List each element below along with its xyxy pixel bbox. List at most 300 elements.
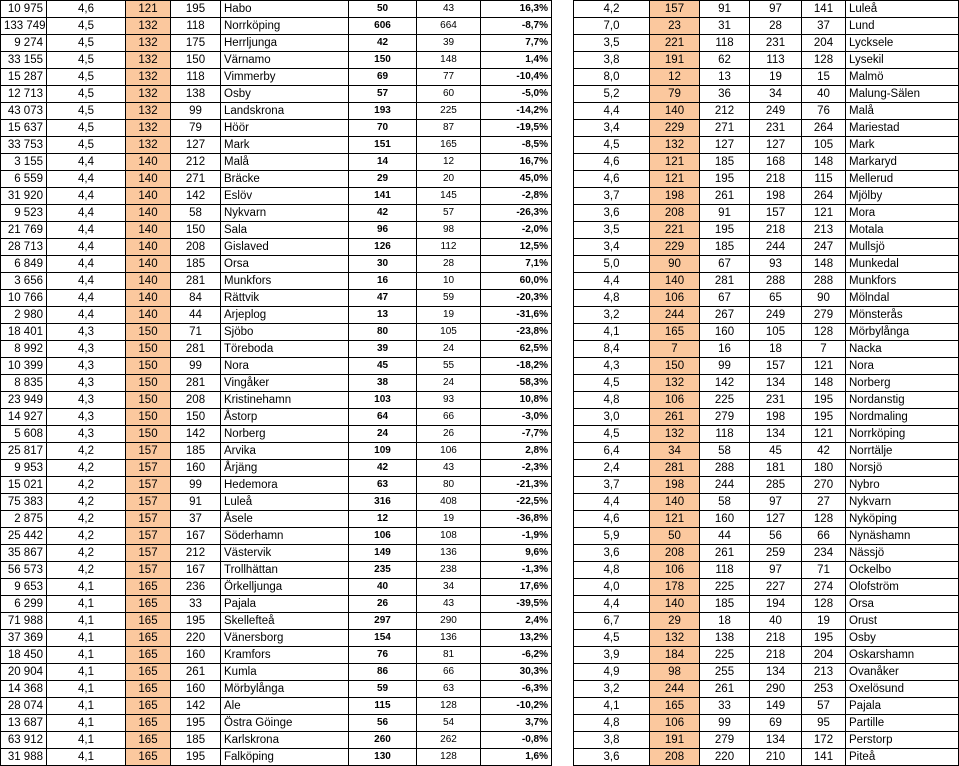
- left-table-cell-count-b: 87: [417, 120, 481, 137]
- right-table-cell-value: 4,6: [574, 171, 650, 188]
- right-table-cell-municipality: Ockelbo: [846, 562, 959, 579]
- right-table-cell-rank-2: 142: [700, 375, 750, 392]
- left-table-cell-change: -6,2%: [481, 647, 552, 664]
- left-table-cell-rank: 150: [126, 392, 171, 409]
- left-table-cell-count-a: 42: [349, 35, 417, 52]
- right-table-cell-rank-3: 249: [750, 103, 802, 120]
- right-table-cell-rank-4: 148: [802, 256, 846, 273]
- right-table-cell-municipality: Piteå: [846, 749, 959, 766]
- left-table-cell-rank-2: 212: [171, 154, 221, 171]
- left-table-cell-population: 75 383: [1, 494, 47, 511]
- left-table-cell-value: 4,4: [47, 256, 126, 273]
- right-table-row: [574, 579, 959, 596]
- left-table-cell-value: 4,2: [47, 443, 126, 460]
- left-table-cell-change: 7,1%: [481, 256, 552, 273]
- right-table-cell-rank-4: 128: [802, 596, 846, 613]
- left-table-cell-value: 4,3: [47, 324, 126, 341]
- left-table-cell-change: -3,0%: [481, 409, 552, 426]
- right-table-row: [574, 341, 959, 358]
- right-table-row: [574, 324, 959, 341]
- right-table-row: [574, 749, 959, 766]
- left-table-cell-value: 4,1: [47, 698, 126, 715]
- left-table-cell-municipality: Arvika: [221, 443, 349, 460]
- right-table-cell-rank: 208: [650, 545, 700, 562]
- right-table-cell-rank-2: 18: [700, 613, 750, 630]
- left-table-row: [1, 596, 552, 613]
- right-table-row: [574, 103, 959, 120]
- left-table-cell-population: 13 687: [1, 715, 47, 732]
- left-table-cell-count-b: 26: [417, 426, 481, 443]
- left-table-cell-rank-2: 33: [171, 596, 221, 613]
- right-table-cell-rank-4: 195: [802, 392, 846, 409]
- left-table-cell-count-a: 109: [349, 443, 417, 460]
- left-table-cell-population: 3 656: [1, 273, 47, 290]
- right-table-cell-municipality: Nybro: [846, 477, 959, 494]
- left-table-cell-rank: 140: [126, 256, 171, 273]
- left-table-cell-rank: 157: [126, 443, 171, 460]
- left-table-cell-value: 4,4: [47, 154, 126, 171]
- left-table-cell-rank-2: 91: [171, 494, 221, 511]
- left-table-cell-change: 2,8%: [481, 443, 552, 460]
- left-table-cell-rank-2: 150: [171, 222, 221, 239]
- left-table-row: [1, 205, 552, 222]
- right-table-row: [574, 443, 959, 460]
- left-table-cell-rank-2: 118: [171, 18, 221, 35]
- left-table-cell-value: 4,4: [47, 205, 126, 222]
- right-table-cell-rank-3: 210: [750, 749, 802, 766]
- right-table-row: [574, 273, 959, 290]
- left-table-cell-change: -8,5%: [481, 137, 552, 154]
- right-table-cell-rank-4: 288: [802, 273, 846, 290]
- right-table-cell-rank-3: 45: [750, 443, 802, 460]
- right-table-cell-rank-2: 58: [700, 443, 750, 460]
- left-table-cell-change: 3,7%: [481, 715, 552, 732]
- right-table-cell-municipality: Osby: [846, 630, 959, 647]
- left-table-cell-municipality: Trollhättan: [221, 562, 349, 579]
- left-table-cell-change: -2,0%: [481, 222, 552, 239]
- right-table-cell-rank-3: 231: [750, 35, 802, 52]
- left-table-cell-count-b: 19: [417, 307, 481, 324]
- right-table-cell-rank-3: 18: [750, 341, 802, 358]
- right-table-cell-rank-3: 218: [750, 647, 802, 664]
- right-table-cell-rank-2: 225: [700, 579, 750, 596]
- left-table-cell-change: 17,6%: [481, 579, 552, 596]
- left-table-cell-count-b: 128: [417, 698, 481, 715]
- left-table-cell-rank-2: 58: [171, 205, 221, 222]
- left-table-cell-population: 63 912: [1, 732, 47, 749]
- left-table-cell-count-a: 16: [349, 273, 417, 290]
- left-table-cell-count-a: 149: [349, 545, 417, 562]
- left-table-cell-rank: 165: [126, 698, 171, 715]
- left-table-cell-rank: 165: [126, 749, 171, 766]
- left-table-cell-change: 10,8%: [481, 392, 552, 409]
- left-table-cell-count-b: 98: [417, 222, 481, 239]
- left-table-cell-count-b: 81: [417, 647, 481, 664]
- right-table-cell-municipality: Malmö: [846, 69, 959, 86]
- right-table-cell-rank-2: 261: [700, 545, 750, 562]
- left-table-cell-population: 21 769: [1, 222, 47, 239]
- left-table-cell-count-b: 43: [417, 596, 481, 613]
- left-table-cell-change: -20,3%: [481, 290, 552, 307]
- right-table-cell-rank: 140: [650, 596, 700, 613]
- right-table-cell-rank-2: 160: [700, 324, 750, 341]
- right-table-cell-value: 3,4: [574, 239, 650, 256]
- right-table-cell-rank-2: 267: [700, 307, 750, 324]
- left-table-cell-rank-2: 281: [171, 375, 221, 392]
- left-table-cell-count-b: 80: [417, 477, 481, 494]
- left-table-cell-rank: 121: [126, 1, 171, 18]
- left-table-cell-rank-2: 44: [171, 307, 221, 324]
- left-table-cell-count-b: 39: [417, 35, 481, 52]
- left-table-cell-count-a: 96: [349, 222, 417, 239]
- left-table-cell-count-a: 50: [349, 1, 417, 18]
- left-table-cell-count-a: 193: [349, 103, 417, 120]
- right-table-cell-rank-3: 288: [750, 273, 802, 290]
- right-table-cell-rank-4: 270: [802, 477, 846, 494]
- left-table-cell-count-a: 64: [349, 409, 417, 426]
- left-table-row: [1, 460, 552, 477]
- left-table-cell-count-a: 106: [349, 528, 417, 545]
- left-table-cell-municipality: Östra Göinge: [221, 715, 349, 732]
- right-table-cell-rank-2: 271: [700, 120, 750, 137]
- right-table-cell-rank-2: 225: [700, 647, 750, 664]
- left-table-row: [1, 341, 552, 358]
- left-table-cell-rank-2: 99: [171, 103, 221, 120]
- left-table-cell-municipality: Arjeplog: [221, 307, 349, 324]
- left-table-cell-population: 25 817: [1, 443, 47, 460]
- right-table-cell-rank-2: 138: [700, 630, 750, 647]
- left-table-cell-rank: 165: [126, 613, 171, 630]
- left-table-cell-rank: 132: [126, 103, 171, 120]
- right-table-cell-rank: 90: [650, 256, 700, 273]
- right-table-cell-rank-3: 194: [750, 596, 802, 613]
- left-table-cell-change: -2,3%: [481, 460, 552, 477]
- right-table-cell-rank: 198: [650, 188, 700, 205]
- left-table-row: [1, 749, 552, 766]
- left-table-row: [1, 1, 552, 18]
- right-table-row: [574, 205, 959, 222]
- left-table-cell-municipality: Vingåker: [221, 375, 349, 392]
- left-table-cell-count-b: 108: [417, 528, 481, 545]
- right-table-row: [574, 698, 959, 715]
- left-table-cell-change: -8,7%: [481, 18, 552, 35]
- right-table-row: [574, 460, 959, 477]
- right-table-cell-rank-4: 172: [802, 732, 846, 749]
- left-table-cell-value: 4,5: [47, 35, 126, 52]
- left-table-cell-count-b: 112: [417, 239, 481, 256]
- right-table-cell-rank: 208: [650, 205, 700, 222]
- left-table-cell-rank: 132: [126, 137, 171, 154]
- right-table: [573, 0, 959, 766]
- left-table-cell-change: 60,0%: [481, 273, 552, 290]
- right-table-cell-rank-3: 40: [750, 613, 802, 630]
- left-table-cell-count-a: 42: [349, 460, 417, 477]
- right-table-cell-rank-2: 244: [700, 477, 750, 494]
- left-table-cell-municipality: Hedemora: [221, 477, 349, 494]
- left-table-cell-rank: 132: [126, 69, 171, 86]
- right-table-cell-value: 3,0: [574, 409, 650, 426]
- right-table-cell-rank-3: 218: [750, 171, 802, 188]
- left-table-cell-population: 3 155: [1, 154, 47, 171]
- left-table-cell-municipality: Pajala: [221, 596, 349, 613]
- right-table-row: [574, 494, 959, 511]
- left-table-cell-count-a: 39: [349, 341, 417, 358]
- left-table-cell-change: -36,8%: [481, 511, 552, 528]
- left-table-cell-rank-2: 84: [171, 290, 221, 307]
- right-table-cell-rank-3: 127: [750, 511, 802, 528]
- left-table-cell-rank-2: 160: [171, 681, 221, 698]
- left-table-cell-count-b: 55: [417, 358, 481, 375]
- left-table-cell-municipality: Bräcke: [221, 171, 349, 188]
- left-table-cell-population: 14 368: [1, 681, 47, 698]
- left-table-row: [1, 307, 552, 324]
- right-table-cell-rank-4: 105: [802, 137, 846, 154]
- left-table-cell-count-a: 40: [349, 579, 417, 596]
- right-table-cell-rank-3: 218: [750, 222, 802, 239]
- left-table-cell-count-a: 63: [349, 477, 417, 494]
- left-table-cell-value: 4,2: [47, 545, 126, 562]
- left-table-cell-value: 4,5: [47, 120, 126, 137]
- left-table-cell-value: 4,5: [47, 52, 126, 69]
- left-table-cell-municipality: Osby: [221, 86, 349, 103]
- left-table-cell-rank: 165: [126, 715, 171, 732]
- left-table-cell-value: 4,3: [47, 341, 126, 358]
- left-table-cell-count-a: 45: [349, 358, 417, 375]
- right-table-cell-rank-4: 121: [802, 426, 846, 443]
- left-table-cell-rank: 140: [126, 205, 171, 222]
- right-table-cell-value: 4,3: [574, 358, 650, 375]
- left-table-row: [1, 664, 552, 681]
- right-table-cell-rank-2: 160: [700, 511, 750, 528]
- right-table-cell-rank: 50: [650, 528, 700, 545]
- left-table-row: [1, 681, 552, 698]
- left-table-cell-change: -1,3%: [481, 562, 552, 579]
- left-table-cell-rank-2: 71: [171, 324, 221, 341]
- right-table-cell-rank-4: 121: [802, 205, 846, 222]
- right-table-cell-rank: 157: [650, 1, 700, 18]
- left-table-cell-municipality: Kristinehamn: [221, 392, 349, 409]
- right-table-cell-rank-4: 195: [802, 630, 846, 647]
- left-table-cell-population: 9 653: [1, 579, 47, 596]
- right-table-cell-municipality: Pajala: [846, 698, 959, 715]
- left-table-cell-change: 30,3%: [481, 664, 552, 681]
- right-table-row: [574, 86, 959, 103]
- left-table-cell-count-a: 316: [349, 494, 417, 511]
- left-table-cell-change: 1,4%: [481, 52, 552, 69]
- right-table-cell-rank-2: 31: [700, 18, 750, 35]
- right-table-cell-rank-3: 56: [750, 528, 802, 545]
- right-table-cell-rank-3: 218: [750, 630, 802, 647]
- right-table-cell-municipality: Mjölby: [846, 188, 959, 205]
- right-table-cell-rank-4: 253: [802, 681, 846, 698]
- left-table-cell-rank: 150: [126, 341, 171, 358]
- left-table-row: [1, 256, 552, 273]
- left-table-cell-rank-2: 167: [171, 562, 221, 579]
- right-table-cell-rank: 150: [650, 358, 700, 375]
- left-table-cell-count-a: 76: [349, 647, 417, 664]
- right-table-cell-value: 3,6: [574, 545, 650, 562]
- left-table-cell-rank: 165: [126, 579, 171, 596]
- right-table-cell-rank-4: 27: [802, 494, 846, 511]
- left-table-cell-municipality: Munkfors: [221, 273, 349, 290]
- left-table-cell-rank: 165: [126, 681, 171, 698]
- left-table-row: [1, 120, 552, 137]
- left-table-row: [1, 171, 552, 188]
- left-table-row: [1, 545, 552, 562]
- left-table-row: [1, 222, 552, 239]
- left-table-cell-municipality: Norberg: [221, 426, 349, 443]
- left-table-cell-municipality: Falköping: [221, 749, 349, 766]
- right-table-cell-rank-3: 97: [750, 1, 802, 18]
- left-table-cell-rank-2: 142: [171, 188, 221, 205]
- right-table-cell-rank: 132: [650, 375, 700, 392]
- right-table-cell-municipality: Norberg: [846, 375, 959, 392]
- right-table-cell-value: 4,5: [574, 630, 650, 647]
- left-table-cell-population: 9 523: [1, 205, 47, 222]
- right-table-cell-rank-4: 128: [802, 511, 846, 528]
- left-table-cell-count-a: 606: [349, 18, 417, 35]
- right-table-cell-value: 4,4: [574, 273, 650, 290]
- left-table-cell-population: 9 274: [1, 35, 47, 52]
- right-table-cell-value: 4,6: [574, 511, 650, 528]
- left-table-cell-count-a: 80: [349, 324, 417, 341]
- right-table-cell-rank-4: 204: [802, 35, 846, 52]
- right-table-cell-value: 4,8: [574, 290, 650, 307]
- left-table-cell-municipality: Åstorp: [221, 409, 349, 426]
- left-table-cell-population: 15 021: [1, 477, 47, 494]
- left-table-cell-change: -10,4%: [481, 69, 552, 86]
- right-table-row: [574, 35, 959, 52]
- right-table-cell-rank-4: 15: [802, 69, 846, 86]
- left-table-cell-count-b: 63: [417, 681, 481, 698]
- left-table-cell-count-a: 141: [349, 188, 417, 205]
- left-table-row: [1, 715, 552, 732]
- right-table-cell-rank: 34: [650, 443, 700, 460]
- left-table-cell-rank-2: 138: [171, 86, 221, 103]
- right-table-cell-rank-2: 33: [700, 698, 750, 715]
- right-table-cell-rank: 198: [650, 477, 700, 494]
- left-table-cell-rank: 150: [126, 426, 171, 443]
- right-table-cell-rank-2: 185: [700, 154, 750, 171]
- right-table-cell-value: 3,4: [574, 120, 650, 137]
- right-table-cell-municipality: Motala: [846, 222, 959, 239]
- left-table-cell-population: 6 299: [1, 596, 47, 613]
- left-table-cell-change: -31,6%: [481, 307, 552, 324]
- right-table-cell-rank: 178: [650, 579, 700, 596]
- left-table-cell-count-a: 70: [349, 120, 417, 137]
- left-table-row: [1, 86, 552, 103]
- left-table-row: [1, 154, 552, 171]
- right-table-cell-municipality: Mora: [846, 205, 959, 222]
- right-table-row: [574, 664, 959, 681]
- left-table-row: [1, 375, 552, 392]
- left-table-cell-municipality: Malå: [221, 154, 349, 171]
- right-table-cell-rank-3: 97: [750, 494, 802, 511]
- right-table-cell-rank-4: 95: [802, 715, 846, 732]
- left-table-cell-count-b: 66: [417, 409, 481, 426]
- right-table-cell-municipality: Oskarshamn: [846, 647, 959, 664]
- left-table-cell-change: -0,8%: [481, 732, 552, 749]
- right-table-cell-rank: 132: [650, 426, 700, 443]
- right-table-cell-value: 4,5: [574, 426, 650, 443]
- right-table-cell-rank-2: 127: [700, 137, 750, 154]
- right-table-row: [574, 613, 959, 630]
- left-table-cell-rank: 132: [126, 120, 171, 137]
- left-table-cell-value: 4,4: [47, 222, 126, 239]
- right-table-cell-rank-3: 113: [750, 52, 802, 69]
- left-table-cell-population: 31 988: [1, 749, 47, 766]
- left-table-cell-rank: 157: [126, 528, 171, 545]
- right-table-cell-rank-3: 198: [750, 188, 802, 205]
- right-table-cell-value: 4,5: [574, 137, 650, 154]
- left-table-cell-municipality: Örkelljunga: [221, 579, 349, 596]
- left-table-cell-population: 10 766: [1, 290, 47, 307]
- left-table-cell-population: 8 992: [1, 341, 47, 358]
- left-table-cell-rank: 157: [126, 494, 171, 511]
- left-table-cell-population: 31 920: [1, 188, 47, 205]
- right-table-cell-municipality: Nykvarn: [846, 494, 959, 511]
- left-table-cell-rank-2: 195: [171, 613, 221, 630]
- left-table-cell-rank: 140: [126, 154, 171, 171]
- right-table-cell-rank-2: 261: [700, 681, 750, 698]
- left-table-cell-rank: 140: [126, 222, 171, 239]
- right-table-row: [574, 222, 959, 239]
- left-table-cell-rank: 140: [126, 290, 171, 307]
- left-table-cell-municipality: Skellefteå: [221, 613, 349, 630]
- left-table-cell-municipality: Karlskrona: [221, 732, 349, 749]
- right-table-cell-rank-2: 195: [700, 171, 750, 188]
- right-table-cell-rank: 208: [650, 749, 700, 766]
- right-table-row: [574, 477, 959, 494]
- right-table-cell-value: 3,5: [574, 35, 650, 52]
- right-table-cell-municipality: Partille: [846, 715, 959, 732]
- right-table-cell-municipality: Mörbylånga: [846, 324, 959, 341]
- right-table-cell-rank: 140: [650, 103, 700, 120]
- left-table-cell-count-b: 106: [417, 443, 481, 460]
- right-table-cell-rank-4: 213: [802, 664, 846, 681]
- left-table-cell-population: 15 637: [1, 120, 47, 137]
- right-table-cell-rank-4: 148: [802, 154, 846, 171]
- right-table-cell-municipality: Norrtälje: [846, 443, 959, 460]
- right-table-cell-rank-4: 7: [802, 341, 846, 358]
- left-table-cell-population: 15 287: [1, 69, 47, 86]
- left-table-cell-count-a: 26: [349, 596, 417, 613]
- right-table-cell-rank-4: 213: [802, 222, 846, 239]
- right-table-cell-rank-2: 99: [700, 358, 750, 375]
- right-table-cell-rank-4: 247: [802, 239, 846, 256]
- left-table-cell-rank: 140: [126, 171, 171, 188]
- left-table-cell-value: 4,4: [47, 290, 126, 307]
- left-table-cell-value: 4,1: [47, 596, 126, 613]
- right-table-cell-value: 4,1: [574, 324, 650, 341]
- left-table-cell-population: 6 559: [1, 171, 47, 188]
- left-table-cell-count-b: 105: [417, 324, 481, 341]
- right-table-cell-municipality: Lund: [846, 18, 959, 35]
- left-table-cell-count-b: 77: [417, 69, 481, 86]
- left-table-cell-population: 14 927: [1, 409, 47, 426]
- left-table-cell-count-a: 297: [349, 613, 417, 630]
- left-table-cell-municipality: Luleå: [221, 494, 349, 511]
- left-table-cell-value: 4,5: [47, 137, 126, 154]
- right-table-cell-rank-3: 259: [750, 545, 802, 562]
- left-table-cell-rank-2: 271: [171, 171, 221, 188]
- right-table-cell-value: 4,2: [574, 1, 650, 18]
- right-table-row: [574, 154, 959, 171]
- right-table-cell-municipality: Munkedal: [846, 256, 959, 273]
- left-table-cell-count-a: 47: [349, 290, 417, 307]
- right-table-cell-municipality: Mellerud: [846, 171, 959, 188]
- left-table-row: [1, 103, 552, 120]
